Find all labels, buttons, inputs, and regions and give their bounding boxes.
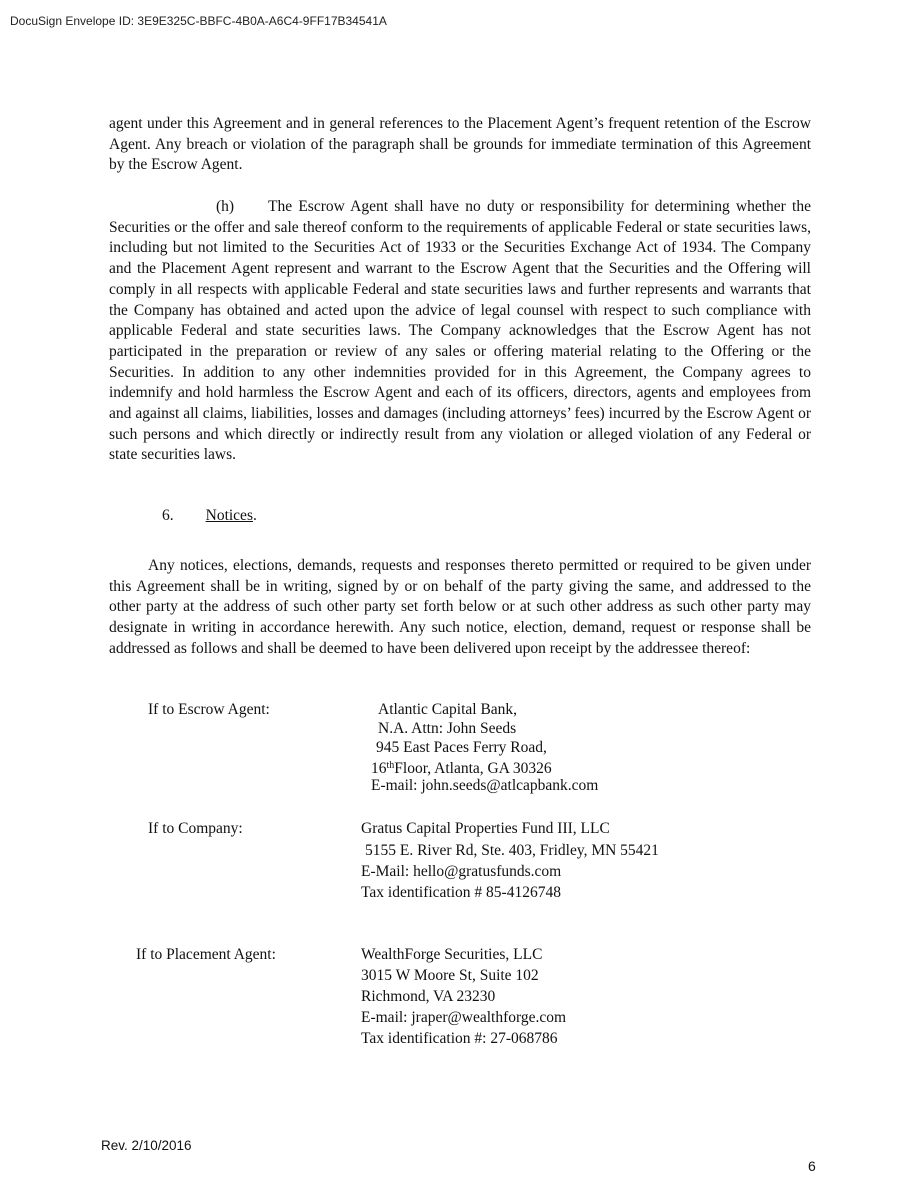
docusign-envelope-id: DocuSign Envelope ID: 3E9E325C-BBFC-4B0A-A6C4-9FF17B34541A [10, 14, 387, 28]
section-title: Notices [205, 507, 253, 524]
placement-agent-line-1: WealthForge Securities, LLC [361, 946, 543, 963]
revision-date: Rev. 2/10/2016 [101, 1138, 192, 1153]
section-heading: 6. Notices. [162, 507, 257, 524]
notices-paragraph: Any notices, elections, demands, requests and responses thereto permitted or required to be given under this Agreement shall be in writing, signed by or on behalf of the party giving the same, and addressed to the other party at the address of such other party set forth below or at such other address as such other party may designate in writing in accordance herewith. Any such notice, election, demand, request or response shall be addressed as follows and shall be deemed to have been delivered upon receipt by the addressee thereof: [109, 557, 811, 657]
escrow-agent-email: E-mail: john.seeds@atlcapbank.com [371, 777, 599, 794]
continuation-paragraph: agent under this Agreement and in general references to the Placement Agent’s frequent retention of the Escrow Agent. Any breach or violation of the paragraph shall be grounds for immediate termination of this Agreement by the Escrow Agent. [109, 115, 811, 174]
paragraph-h-marker: (h) [216, 198, 235, 215]
escrow-agent-line-1: Atlantic Capital Bank, [378, 701, 518, 718]
section-number: 6. [162, 507, 174, 524]
paragraph-h-text: The Escrow Agent shall have no duty or responsibility for determining whether the Securities or the offer and sale thereof conform to the requirements of applicable Federal or state securities laws, including but not limited to the Securities Act of 1933 or the Securities Exchange Act of 1934. The Company and the Placement Agent represent and warrant to the Escrow Agent that the Securities and the Offering will comply in all respects with applicable Federal and state securities laws and further represents and warrants that the Company has obtained and acted upon the advice of legal counsel with respect to such compliance with applicable Federal and state securities laws. The Company acknowledges that the Escrow Agent has not participated in the preparation or review of any sales or offering material relating to the Offering or the Securities. In addition to any other indemnities provided for in this Agreement, the Company agrees to indemnify and hold harmless the Escrow Agent and each of its officers, directors, agents and employees from and against all claims, liabilities, losses and damages (including attorneys’ fees) incurred by the Escrow Agent or such persons and which directly or indirectly result from any violation or alleged violation of any Federal or state securities laws. [109, 198, 811, 464]
escrow-agent-line-2: N.A. Attn: John Seeds [378, 720, 517, 737]
escrow-agent-line-4: 16thFloor, Atlanta, GA 30326 [371, 760, 552, 777]
placement-agent-label: If to Placement Agent: [136, 946, 276, 963]
placement-agent-line-3: Richmond, VA 23230 [361, 988, 496, 1005]
company-line-1: Gratus Capital Properties Fund III, LLC [361, 820, 610, 837]
escrow-agent-line-3: 945 East Paces Ferry Road, [376, 739, 547, 756]
paragraph-h [109, 197, 811, 466]
company-email: E-Mail: hello@gratusfunds.com [361, 863, 562, 880]
company-tax-id: Tax identification # 85-4126748 [361, 884, 561, 901]
escrow-agent-label: If to Escrow Agent: [148, 701, 270, 718]
placement-agent-tax-id: Tax identification #: 27-068786 [361, 1030, 558, 1047]
page-number: 6 [808, 1158, 816, 1174]
placement-agent-line-2: 3015 W Moore St, Suite 102 [361, 967, 539, 984]
company-line-2: 5155 E. River Rd, Ste. 403, Fridley, MN 55421 [365, 842, 659, 859]
company-label: If to Company: [148, 820, 243, 837]
placement-agent-email: E-mail: jraper@wealthforge.com [361, 1009, 567, 1026]
